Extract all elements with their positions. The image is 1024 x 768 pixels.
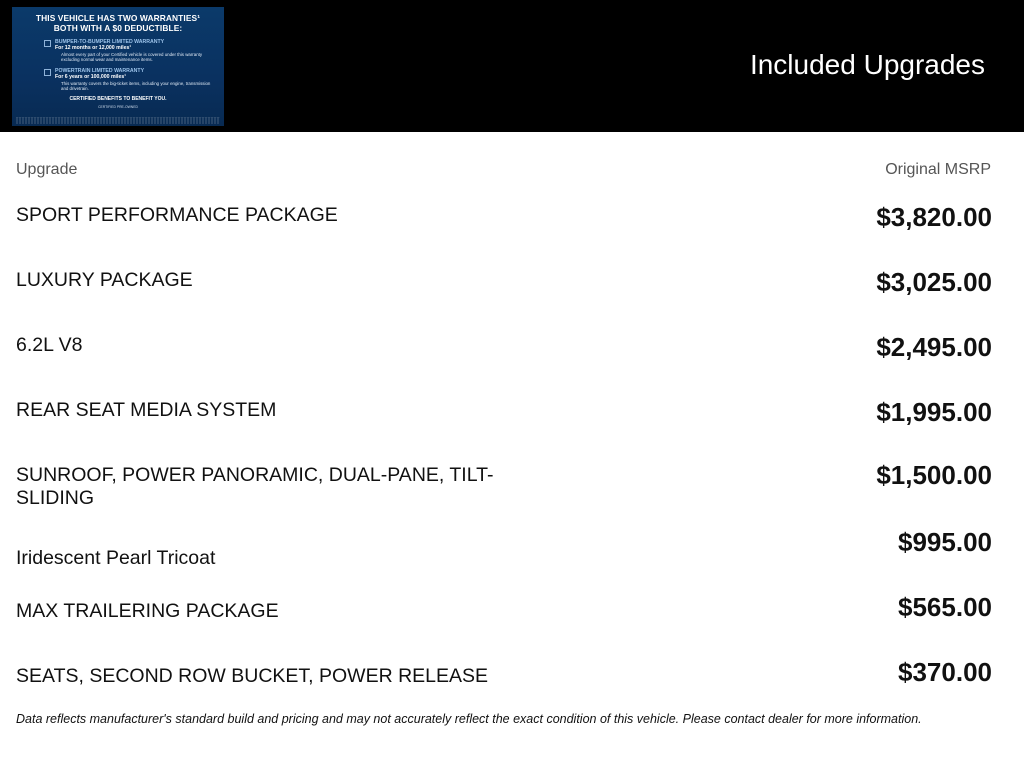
promo-item-desc: Almost every part of your Certified vehicle is covered under this warranty excluding normal wear and maintenance items. bbox=[61, 52, 203, 62]
upgrade-name: MAX TRAILERING PACKAGE bbox=[16, 600, 279, 622]
promo-item-bumper bbox=[20, 39, 216, 62]
upgrade-name: SPORT PERFORMANCE PACKAGE bbox=[16, 204, 338, 226]
promo-tagline: CERTIFIED BENEFITS TO BENEFIT YOU. bbox=[69, 96, 167, 102]
upgrade-price: $1,500.00 bbox=[876, 460, 992, 490]
table-row bbox=[16, 520, 992, 585]
promo-brands: CERTIFIED PRE-OWNED bbox=[98, 105, 138, 109]
upgrade-price: $565.00 bbox=[898, 592, 992, 622]
promo-headline-2: BOTH WITH A $0 DEDUCTIBLE: bbox=[53, 23, 183, 33]
upgrade-price: $370.00 bbox=[898, 657, 992, 687]
page-title: Included Upgrades bbox=[749, 49, 985, 80]
upgrade-name: Iridescent Pearl Tricoat bbox=[16, 547, 216, 569]
column-header-msrp: Original MSRP bbox=[885, 161, 991, 178]
table-row bbox=[16, 650, 992, 715]
upgrade-price: $3,820.00 bbox=[876, 202, 992, 232]
promo-item-desc: This warranty covers the big-ticket items, including your engine, transmission and drivetrain. bbox=[61, 81, 211, 91]
upgrade-price: $3,025.00 bbox=[876, 267, 992, 297]
upgrade-name: 6.2L V8 bbox=[16, 334, 83, 356]
table-row bbox=[16, 260, 992, 325]
table-row bbox=[16, 325, 992, 390]
promo-fine-print bbox=[16, 117, 220, 124]
upgrade-name: SEATS, SECOND ROW BUCKET, POWER RELEASE bbox=[16, 665, 489, 687]
upgrade-price: $1,995.00 bbox=[876, 397, 992, 427]
promo-item-title: BUMPER-TO-BUMPER LIMITED WARRANTY bbox=[55, 39, 165, 45]
promo-item-term: For 6 years or 100,000 miles¹ bbox=[55, 74, 126, 80]
checkbox-icon bbox=[44, 69, 51, 76]
table-row bbox=[16, 585, 992, 650]
promo-item-title: POWERTRAIN LIMITED WARRANTY bbox=[55, 68, 145, 74]
column-header-upgrade: Upgrade bbox=[16, 161, 78, 178]
upgrade-name: LUXURY PACKAGE bbox=[16, 269, 193, 291]
warranty-promo-image bbox=[12, 7, 224, 126]
promo-item-term: For 12 months or 12,000 miles¹ bbox=[55, 45, 132, 51]
checkbox-icon bbox=[44, 40, 51, 47]
promo-item-powertrain bbox=[20, 68, 216, 91]
page-header bbox=[0, 0, 1024, 132]
upgrades-table bbox=[16, 195, 992, 715]
upgrade-name: REAR SEAT MEDIA SYSTEM bbox=[16, 399, 277, 421]
disclaimer-text: Data reflects manufacturer's standard build and pricing and may not accurately reflect the exact condition of this vehicle. Please contact dealer for more information. bbox=[16, 712, 922, 726]
table-row bbox=[16, 455, 992, 520]
table-row bbox=[16, 390, 992, 455]
table-row bbox=[16, 195, 992, 260]
upgrade-price: $2,495.00 bbox=[876, 332, 992, 362]
upgrade-name: SUNROOF, POWER PANORAMIC, DUAL-PANE, TILT-SLIDING bbox=[16, 464, 494, 509]
upgrade-price: $995.00 bbox=[898, 527, 992, 557]
promo-headline-1: THIS VEHICLE HAS TWO WARRANTIES¹ bbox=[35, 13, 201, 23]
